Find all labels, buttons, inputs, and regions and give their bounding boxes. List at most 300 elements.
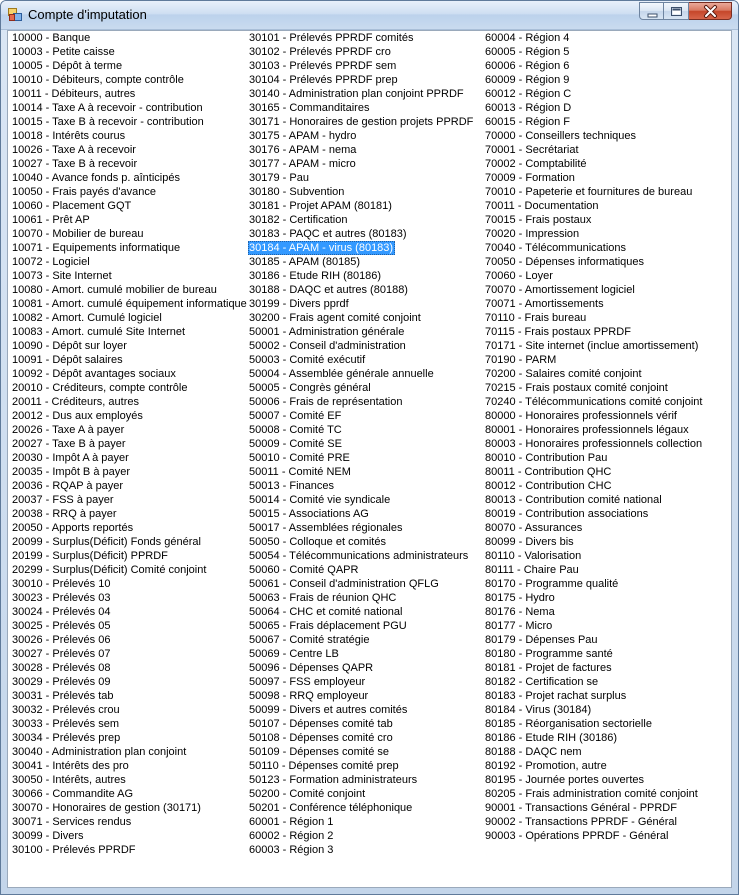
list-item[interactable]: 80192 - Promotion, autre (485, 760, 607, 772)
list-item-selected[interactable]: 30184 - APAM - virus (80183) (249, 242, 394, 254)
list-item[interactable]: 60012 - Région C (485, 88, 572, 100)
list-item-row (248, 171, 484, 185)
list-item-row (11, 325, 247, 339)
list-item[interactable]: 80185 - Réorganisation sectorielle (485, 718, 652, 730)
list-item[interactable]: 80019 - Contribution associations (485, 508, 649, 520)
list-item-row (11, 339, 247, 353)
list-item-row (484, 199, 720, 213)
list-item-row (11, 129, 247, 143)
list-item[interactable]: 80179 - Dépenses Pau (485, 634, 598, 646)
list-item[interactable]: 10018 - Intérêts courus (12, 130, 126, 142)
list-item[interactable]: 50008 - Comité TC (249, 424, 342, 436)
list-item[interactable]: 90002 - Transactions PPRDF - Général (485, 816, 677, 828)
list-item[interactable]: 70009 - Formation (485, 172, 575, 184)
list-item[interactable]: 90001 - Transactions Général - PPRDF (485, 802, 677, 814)
list-item[interactable]: 50201 - Conférence téléphonique (249, 802, 413, 814)
list-item[interactable]: 30171 - Honoraires de gestion projets PPRDF (249, 116, 474, 128)
list-item-row (484, 465, 720, 479)
list-item[interactable]: 30024 - Prélevés 04 (12, 606, 111, 618)
list-item[interactable]: 30180 - Subvention (249, 186, 345, 198)
list-item[interactable]: 30101 - Prélevés PPRDF comités (249, 32, 414, 44)
list-item[interactable]: 70115 - Frais postaux PPRDF (485, 326, 631, 338)
list-item[interactable]: 30199 - Divers pprdf (249, 298, 349, 310)
list-item-row (248, 339, 484, 353)
list-item-row (11, 311, 247, 325)
list-item[interactable]: 80176 - Nema (485, 606, 555, 618)
list-item[interactable]: 30032 - Prélevés crou (12, 704, 120, 716)
list-item[interactable]: 30071 - Services rendus (12, 816, 132, 828)
list-item-row (248, 647, 484, 661)
list-item[interactable]: 30140 - Administration plan conjoint PPRDF (249, 88, 464, 100)
list-item-row (11, 143, 247, 157)
list-item[interactable]: 30175 - APAM - hydro (249, 130, 357, 142)
list-item-row (11, 73, 247, 87)
list-item[interactable]: 30179 - Pau (249, 172, 309, 184)
list-item[interactable]: 50007 - Comité EF (249, 410, 342, 422)
list-item[interactable]: 60005 - Région 5 (485, 46, 570, 58)
list-item-row (248, 199, 484, 213)
list-item-row (484, 647, 720, 661)
list-item[interactable]: 10071 - Equipements informatique (12, 242, 181, 254)
list-item[interactable]: 80188 - DAQC nem (485, 746, 582, 758)
list-item-row (484, 367, 720, 381)
list-item[interactable]: 70010 - Papeterie et fournitures de bureau (485, 186, 693, 198)
list-item[interactable]: 20037 - FSS à payer (12, 494, 114, 506)
list-item[interactable]: 80110 - Valorisation (485, 550, 582, 562)
list-item-row (248, 269, 484, 283)
list-item[interactable]: 50009 - Comité SE (249, 438, 342, 450)
list-item[interactable]: 30070 - Honoraires de gestion (30171) (12, 802, 201, 814)
list-item[interactable]: 50050 - Colloque et comités (249, 536, 386, 548)
list-item[interactable]: 70190 - PARM (485, 354, 557, 366)
list-item[interactable]: 50110 - Dépenses comité prep (249, 760, 399, 772)
list-item[interactable]: 30103 - Prélevés PPRDF sem (249, 60, 397, 72)
list-item[interactable]: 80183 - Projet rachat surplus (485, 690, 627, 702)
list-item-row (248, 703, 484, 717)
list-item-row (484, 213, 720, 227)
list-item[interactable]: 30100 - Prélevés PPRDF (12, 844, 136, 856)
list-item-row (484, 591, 720, 605)
list-item[interactable]: 20299 - Surplus(Déficit) Comité conjoint (12, 564, 207, 576)
list-item[interactable]: 50123 - Formation administrateurs (249, 774, 418, 786)
list-item[interactable]: 30025 - Prélevés 05 (12, 620, 111, 632)
list-item[interactable]: 50096 - Dépenses QAPR (249, 662, 374, 674)
list-item-row (248, 605, 484, 619)
list-item[interactable]: 70200 - Salaires comité conjoint (485, 368, 642, 380)
list-item[interactable]: 10092 - Dépôt avantages sociaux (12, 368, 176, 380)
list-item-row (11, 731, 247, 745)
list-item[interactable]: 20012 - Dus aux employés (12, 410, 143, 422)
list-item[interactable]: 80012 - Contribution CHC (485, 480, 612, 492)
list-item-row (248, 619, 484, 633)
list-item-row (11, 815, 247, 829)
list-item-row (248, 409, 484, 423)
list-item-row (484, 577, 720, 591)
list-item[interactable]: 50005 - Congrès général (249, 382, 371, 394)
list-item[interactable]: 50060 - Comité QAPR (249, 564, 359, 576)
list-item[interactable]: 10061 - Prêt AP (12, 214, 90, 226)
list-item-row (248, 115, 484, 129)
list-item-row (248, 73, 484, 87)
list-item[interactable]: 80205 - Frais administration comité conjoint (485, 788, 698, 800)
list-item[interactable]: 80111 - Chaire Pau (485, 564, 579, 576)
list-item[interactable]: 50011 - Comité NEM (249, 466, 351, 478)
list-item-row (248, 521, 484, 535)
list-item[interactable]: 60006 - Région 6 (485, 60, 570, 72)
list-column-2 (248, 31, 484, 857)
list-item[interactable]: 10003 - Petite caisse (12, 46, 115, 58)
list-item-row (248, 745, 484, 759)
list-item-row (484, 675, 720, 689)
list-item[interactable]: 20027 - Taxe B à payer (12, 438, 126, 450)
list-item[interactable]: 80175 - Hydro (485, 592, 555, 604)
list-column-1 (11, 31, 247, 857)
list-item[interactable]: 70011 - Documentation (485, 200, 599, 212)
list-item[interactable]: 70000 - Conseillers techniques (485, 130, 637, 142)
list-item-row (484, 255, 720, 269)
list-item-row (484, 143, 720, 157)
list-item-row (248, 227, 484, 241)
list-item[interactable]: 30010 - Prélevés 10 (12, 578, 111, 590)
list-item[interactable]: 10000 - Banque (12, 32, 91, 44)
list-item-row (484, 661, 720, 675)
list-item-row (484, 437, 720, 451)
list-item[interactable]: 30031 - Prélevés tab (12, 690, 114, 702)
list-item-row (11, 87, 247, 101)
list-item[interactable]: 50002 - Conseil d'administration (249, 340, 406, 352)
list-item-row (248, 787, 484, 801)
list-item[interactable]: 70060 - Loyer (485, 270, 553, 282)
list-item[interactable]: 30188 - DAQC et autres (80188) (249, 284, 408, 296)
list-item-row (484, 773, 720, 787)
list-item-row (248, 185, 484, 199)
list-item[interactable]: 70050 - Dépenses informatiques (485, 256, 644, 268)
list-item[interactable]: 80186 - Etude RIH (30186) (485, 732, 618, 744)
list-item[interactable]: 80001 - Honoraires professionnels légaux (485, 424, 689, 436)
list-item[interactable]: 50107 - Dépenses comité tab (249, 718, 393, 730)
list-item[interactable]: 10010 - Débiteurs, compte contrôle (12, 74, 184, 86)
list-item[interactable]: 80003 - Honoraires professionnels collection (485, 438, 703, 450)
list-item[interactable]: 20036 - RQAP à payer (12, 480, 124, 492)
list-item[interactable]: 30181 - Projet APAM (80181) (249, 200, 392, 212)
list-item-row (248, 717, 484, 731)
list-item-row (248, 773, 484, 787)
list-item-row (248, 591, 484, 605)
list-item[interactable]: 50015 - Associations AG (249, 508, 369, 520)
list-item[interactable]: 90003 - Opérations PPRDF - Général (485, 830, 669, 842)
list-item[interactable]: 50064 - CHC et comité national (249, 606, 403, 618)
list-item-row (11, 451, 247, 465)
list-item-row (248, 213, 484, 227)
list-item[interactable]: 10027 - Taxe B à recevoir (12, 158, 138, 170)
list-item[interactable]: 10070 - Mobilier de bureau (12, 228, 144, 240)
list-item[interactable]: 50067 - Comité stratégie (249, 634, 370, 646)
list-item[interactable]: 50063 - Frais de réunion QHC (249, 592, 397, 604)
list-item[interactable]: 50001 - Administration générale (249, 326, 405, 338)
list-item[interactable]: 30186 - Etude RIH (80186) (249, 270, 382, 282)
list-item-row (248, 815, 484, 829)
list-item-row (248, 801, 484, 815)
list-item[interactable]: 80184 - Virus (30184) (485, 704, 592, 716)
list-item-row (484, 829, 720, 843)
list-item[interactable]: 70070 - Amortissement logiciel (485, 284, 635, 296)
list-item[interactable]: 30176 - APAM - nema (249, 144, 357, 156)
list-item-row (11, 521, 247, 535)
list-item[interactable]: 50013 - Finances (249, 480, 334, 492)
list-item-row (11, 437, 247, 451)
list-item-row (248, 465, 484, 479)
list-item-row (248, 507, 484, 521)
list-item[interactable]: 50109 - Dépenses comité se (249, 746, 390, 758)
list-item-row (11, 157, 247, 171)
list-item[interactable]: 80070 - Assurances (485, 522, 583, 534)
list-item-row (484, 395, 720, 409)
list-item-row (484, 129, 720, 143)
list-item[interactable]: 30104 - Prélevés PPRDF prep (249, 74, 398, 86)
list-item[interactable]: 80177 - Micro (485, 620, 553, 632)
list-item[interactable]: 10015 - Taxe B à recevoir - contribution (12, 116, 204, 128)
list-item[interactable]: 70001 - Secrétariat (485, 144, 579, 156)
list-item[interactable]: 50054 - Télécommunications administrateurs (249, 550, 469, 562)
list-item[interactable]: 50099 - Divers et autres comités (249, 704, 408, 716)
list-item-row (11, 395, 247, 409)
list-item[interactable]: 10090 - Dépôt sur loyer (12, 340, 127, 352)
list-item-row (11, 381, 247, 395)
list-item[interactable]: 10083 - Amort. cumulé Site Internet (12, 326, 186, 338)
list-item[interactable]: 80180 - Programme santé (485, 648, 613, 660)
list-item[interactable]: 30040 - Administration plan conjoint (12, 746, 187, 758)
list-item-row (248, 661, 484, 675)
list-item[interactable]: 10026 - Taxe A à recevoir (12, 144, 136, 156)
list-item[interactable]: 30023 - Prélevés 03 (12, 592, 111, 604)
list-item-row (248, 381, 484, 395)
list-item[interactable]: 20030 - Impôt A à payer (12, 452, 129, 464)
list-item[interactable]: 50014 - Comité vie syndicale (249, 494, 391, 506)
list-item[interactable]: 10014 - Taxe A à recevoir - contribution (12, 102, 203, 114)
list-item[interactable]: 30027 - Prélevés 07 (12, 648, 111, 660)
list-item[interactable]: 30177 - APAM - micro (249, 158, 356, 170)
list-item-row (248, 577, 484, 591)
list-item[interactable]: 80181 - Projet de factures (485, 662, 612, 674)
list-item[interactable]: 30066 - Commandite AG (12, 788, 134, 800)
list-item[interactable]: 10005 - Dépôt à terme (12, 60, 123, 72)
listbox-content (11, 31, 731, 887)
list-item[interactable]: 70110 - Frais bureau (485, 312, 587, 324)
list-item[interactable]: 50200 - Comité conjoint (249, 788, 366, 800)
list-item-row (11, 297, 247, 311)
list-item[interactable]: 70071 - Amortissements (485, 298, 604, 310)
list-item-row (484, 507, 720, 521)
list-item[interactable]: 10091 - Dépôt salaires (12, 354, 123, 366)
list-item-row (248, 479, 484, 493)
list-item[interactable]: 10081 - Amort. cumulé équipement informatique (12, 298, 247, 310)
list-item-row (11, 227, 247, 241)
list-item[interactable]: 30029 - Prélevés 09 (12, 676, 111, 688)
maximize-icon (664, 3, 689, 21)
list-item[interactable]: 10011 - Débiteurs, autres (12, 88, 136, 100)
list-item-row (11, 115, 247, 129)
list-item[interactable]: 60003 - Région 3 (249, 844, 334, 856)
list-item[interactable]: 80011 - Contribution QHC (485, 466, 612, 478)
list-item[interactable]: 10073 - Site Internet (12, 270, 112, 282)
list-item-row (484, 787, 720, 801)
list-item-row (248, 675, 484, 689)
list-item[interactable]: 70171 - Site internet (inclue amortissement) (485, 340, 699, 352)
list-item[interactable]: 50065 - Frais déplacement PGU (249, 620, 407, 632)
list-item[interactable]: 60004 - Région 4 (485, 32, 570, 44)
list-item[interactable]: 30028 - Prélevés 08 (12, 662, 111, 674)
list-item[interactable]: 80099 - Divers bis (485, 536, 574, 548)
list-item[interactable]: 20199 - Surplus(Déficit) PPRDF (12, 550, 168, 562)
list-item-row (11, 269, 247, 283)
list-item[interactable]: 30200 - Frais agent comité conjoint (249, 312, 421, 324)
list-item[interactable]: 20038 - RRQ à payer (12, 508, 117, 520)
list-item-row (484, 605, 720, 619)
list-item[interactable]: 30050 - Intérêts, autres (12, 774, 126, 786)
list-item-row (11, 591, 247, 605)
list-item-row (11, 759, 247, 773)
list-item[interactable]: 10072 - Logiciel (12, 256, 90, 268)
app-window-icon (8, 8, 22, 22)
list-item[interactable]: 10040 - Avance fonds p. aînticipés (12, 172, 180, 184)
list-item-row (248, 843, 484, 857)
list-item[interactable]: 20050 - Apports reportés (12, 522, 134, 534)
list-item-row (248, 101, 484, 115)
list-item[interactable]: 50017 - Assemblées régionales (249, 522, 403, 534)
list-item[interactable]: 30165 - Commanditaires (249, 102, 370, 114)
list-item[interactable]: 50098 - RRQ employeur (249, 690, 369, 702)
list-item-row (484, 521, 720, 535)
list-item[interactable]: 30099 - Divers (12, 830, 84, 842)
list-item[interactable]: 50097 - FSS employeur (249, 676, 366, 688)
list-item[interactable]: 70215 - Frais postaux comité conjoint (485, 382, 668, 394)
list-item[interactable]: 60002 - Région 2 (249, 830, 334, 842)
list-item-row (484, 311, 720, 325)
list-item[interactable]: 50069 - Centre LB (249, 648, 339, 660)
list-item[interactable]: 30183 - PAQC et autres (80183) (249, 228, 407, 240)
list-item-row (11, 199, 247, 213)
list-item[interactable]: 70040 - Télécommunications (485, 242, 627, 254)
list-item-row (484, 31, 720, 45)
list-item[interactable]: 50010 - Comité PRE (249, 452, 350, 464)
list-item[interactable]: 30033 - Prélevés sem (12, 718, 119, 730)
list-item-row (484, 171, 720, 185)
list-item-row (248, 31, 484, 45)
list-item[interactable]: 80010 - Contribution Pau (485, 452, 608, 464)
list-item[interactable]: 80195 - Journée portes ouvertes (485, 774, 644, 786)
list-item[interactable]: 50004 - Assemblée générale annuelle (249, 368, 434, 380)
list-item[interactable]: 30026 - Prélevés 06 (12, 634, 111, 646)
list-item-row (11, 493, 247, 507)
account-listbox[interactable] (7, 30, 732, 888)
list-column-3 (484, 31, 720, 843)
list-item[interactable]: 60015 - Région F (485, 116, 570, 128)
list-item[interactable]: 50003 - Comité exécutif (249, 354, 366, 366)
list-item-row (11, 577, 247, 591)
list-item-row (484, 423, 720, 437)
list-item-row (11, 255, 247, 269)
list-item[interactable]: 20099 - Surplus(Déficit) Fonds général (12, 536, 201, 548)
list-item[interactable]: 70020 - Impression (485, 228, 580, 240)
list-item-row (11, 787, 247, 801)
list-item-row (11, 549, 247, 563)
list-item-row (484, 227, 720, 241)
list-item[interactable]: 30102 - Prélevés PPRDF cro (249, 46, 391, 58)
list-item-row (484, 59, 720, 73)
list-item[interactable]: 60009 - Région 9 (485, 74, 570, 86)
list-item[interactable]: 50061 - Conseil d'administration QFLG (249, 578, 439, 590)
list-item-row (11, 703, 247, 717)
list-item-row (484, 535, 720, 549)
list-item[interactable]: 70015 - Frais postaux (485, 214, 592, 226)
list-item-row (11, 661, 247, 675)
list-item-row (248, 87, 484, 101)
list-item[interactable]: 10082 - Amort. Cumulé logiciel (12, 312, 162, 324)
list-item[interactable]: 80013 - Contribution comité national (485, 494, 662, 506)
list-item[interactable]: 80000 - Honoraires professionnels vérif (485, 410, 677, 422)
list-item-row (11, 843, 247, 857)
list-item[interactable]: 60013 - Région D (485, 102, 572, 114)
list-item[interactable]: 30182 - Certification (249, 214, 348, 226)
list-item-row (11, 689, 247, 703)
list-item-row (248, 325, 484, 339)
list-item[interactable]: 80182 - Certification se (485, 676, 599, 688)
list-item-row (484, 745, 720, 759)
list-item[interactable]: 50108 - Dépenses comité cro (249, 732, 393, 744)
list-item[interactable]: 30034 - Prélevés prep (12, 732, 121, 744)
list-item-row (484, 115, 720, 129)
minimize-button[interactable] (639, 2, 664, 20)
list-item[interactable]: 30185 - APAM (80185) (249, 256, 361, 268)
list-item-row (11, 745, 247, 759)
list-item-row (484, 731, 720, 745)
list-item[interactable]: 50006 - Frais de représentation (249, 396, 403, 408)
list-item-row (11, 829, 247, 843)
list-item-row (248, 283, 484, 297)
list-item[interactable]: 10080 - Amort. cumulé mobilier de bureau (12, 284, 217, 296)
list-item[interactable]: 70240 - Télécommunications comité conjoint (485, 396, 703, 408)
list-item[interactable]: 20035 - Impôt B à payer (12, 466, 131, 478)
list-item-row (484, 45, 720, 59)
list-item[interactable]: 20011 - Créditeurs, autres (12, 396, 139, 408)
list-item-row (11, 101, 247, 115)
list-item-row (484, 353, 720, 367)
list-item[interactable]: 60001 - Région 1 (249, 816, 334, 828)
list-item-row (11, 367, 247, 381)
list-item[interactable]: 20026 - Taxe A à payer (12, 424, 125, 436)
maximize-button[interactable] (664, 2, 689, 20)
window-title: Compte d'imputation (28, 7, 147, 22)
list-item-row (248, 353, 484, 367)
list-item-row (484, 493, 720, 507)
list-item[interactable]: 30041 - Intérêts des pro (12, 760, 129, 772)
list-item-row (248, 563, 484, 577)
list-item[interactable]: 80170 - Programme qualité (485, 578, 619, 590)
list-item-row (484, 269, 720, 283)
list-item[interactable]: 20010 - Créditeurs, compte contrôle (12, 382, 188, 394)
list-item-row (11, 507, 247, 521)
close-button[interactable] (689, 2, 732, 20)
list-item-row (11, 45, 247, 59)
title-bar[interactable] (1, 1, 738, 30)
list-item-row (11, 59, 247, 73)
list-item-row (248, 157, 484, 171)
list-item-row (484, 479, 720, 493)
list-item[interactable]: 10060 - Placement GQT (12, 200, 132, 212)
list-item[interactable]: 70002 - Comptabilité (485, 158, 587, 170)
list-item-row (484, 717, 720, 731)
list-item[interactable]: 10050 - Frais payés d'avance (12, 186, 156, 198)
